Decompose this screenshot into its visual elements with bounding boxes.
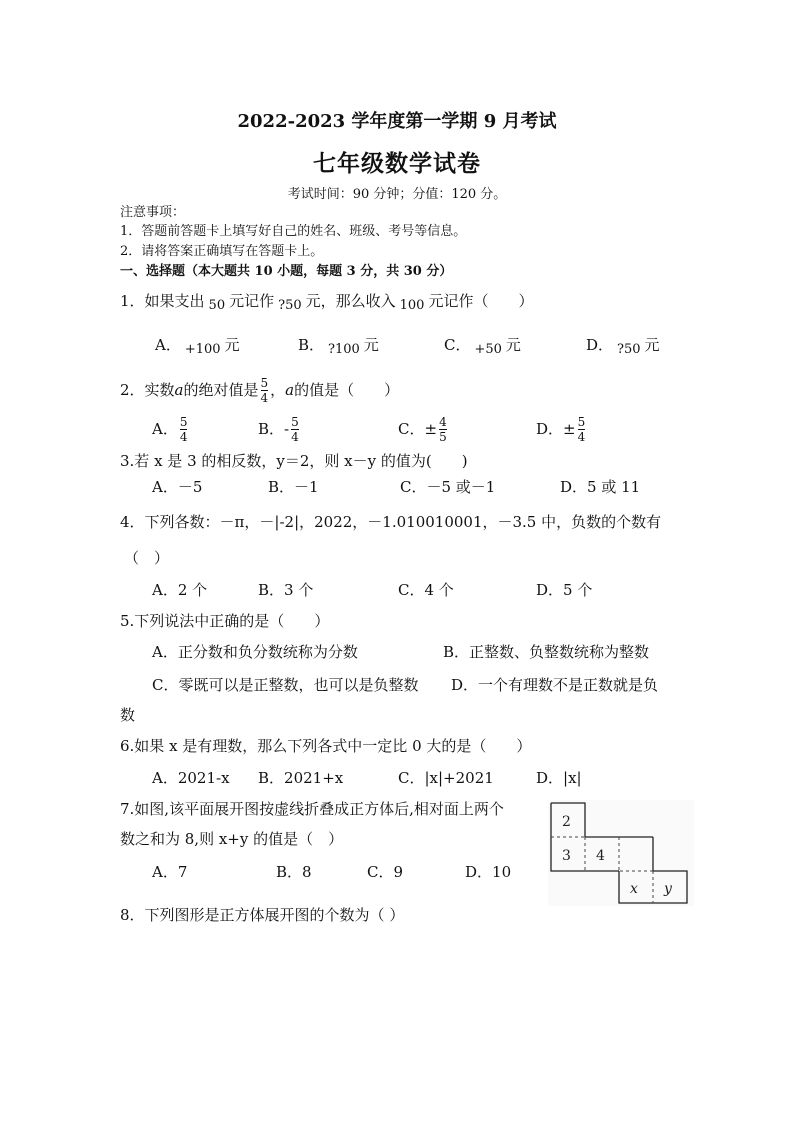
q4-option-b: B．3 个 xyxy=(258,581,314,599)
q3-option-a: A．－5 xyxy=(152,478,203,496)
net-label-3: 3 xyxy=(562,848,571,864)
question-4: 4．下列各数：－π，－|-2|，2022，－1.010010001，－3.5 中，负数的个数有 xyxy=(120,513,662,531)
exam-title: 2022-2023 学年度第一学期 9 月考试 xyxy=(237,111,557,132)
q2-fraction: $\frac{5}{4}$ xyxy=(260,376,269,405)
net-label-4: 4 xyxy=(596,848,605,864)
question-8: 8．下列图形是正方体展开图的个数为（ ） xyxy=(120,906,405,924)
question-5: 5.下列说法中正确的是（ ） xyxy=(120,612,330,630)
q5-option-b: B．正整数、负整数统称为整数 xyxy=(443,643,650,661)
question-1: 1．如果支出 50 元记作 ?50 元，那么收入 100 元记作（ ） xyxy=(120,292,534,313)
q1-option-a: A． +100 元 xyxy=(155,336,240,357)
q5-option-a: A．正分数和负分数统称为分数 xyxy=(152,643,358,661)
exam-info: 考试时间：90 分钟；分值：120 分。 xyxy=(287,187,507,202)
q5-option-c: C．零既可以是正整数，也可以是负整数 xyxy=(152,676,419,694)
q4-option-a: A．2 个 xyxy=(152,581,208,599)
q7-option-c: C．9 xyxy=(367,863,404,881)
question-6: 6.如果 x 是有理数，那么下列各式中一定比 0 大的是（ ） xyxy=(120,737,532,755)
question-7-line-1: 7.如图,该平面展开图按虚线折叠成正方体后,相对面上两个 xyxy=(120,800,504,818)
q7-option-d: D．10 xyxy=(465,863,512,881)
q2-option-d: D．± $\frac{5}{4}$ xyxy=(536,415,586,444)
q7-option-b: B．8 xyxy=(276,863,312,881)
q6-option-a: A．2021-x xyxy=(152,769,230,787)
q6-option-b: B．2021+x xyxy=(258,769,344,787)
question-2: 2．实数a的绝对值是 $\frac{5}{4}$ ，a的值是（ ） xyxy=(120,376,400,405)
note-item-2: 2．请将答案正确填写在答题卡上。 xyxy=(120,244,324,259)
q6-option-c: C．|x|+2021 xyxy=(398,769,494,787)
section-heading: 一、选择题（本大题共 10 小题，每题 3 分，共 30 分） xyxy=(120,264,453,279)
q4-option-c: C．4 个 xyxy=(398,581,454,599)
q3-option-b: B．－1 xyxy=(268,478,319,496)
notes-heading: 注意事项： xyxy=(120,205,186,220)
q1-option-b: B． ?100 元 xyxy=(298,336,379,357)
note-item-1: 1．答题前答题卡上填写好自己的姓名、班级、考号等信息。 xyxy=(120,224,467,239)
q2-option-a: A． $\frac{5}{4}$ xyxy=(152,415,188,444)
q7-option-a: A．7 xyxy=(152,863,188,881)
net-label-y: y xyxy=(664,881,672,897)
q1-option-d: D． ?50 元 xyxy=(586,336,660,357)
cube-net-figure xyxy=(548,800,694,906)
question-7-line-2: 数之和为 8,则 x+y 的值是（ ） xyxy=(120,830,344,848)
q4-option-d: D．5 个 xyxy=(536,581,593,599)
exam-subtitle: 七年级数学试卷 xyxy=(313,150,481,177)
q3-option-d: D．5 或 11 xyxy=(560,478,641,496)
q6-option-d: D．|x| xyxy=(536,769,582,787)
question-4-answer-blank: （ ） xyxy=(124,549,170,567)
net-label-x: x xyxy=(630,881,638,897)
question-3: 3.若 x 是 3 的相反数，y＝2，则 x－y 的值为( ) xyxy=(120,452,468,470)
q5-option-d: D．一个有理数不是正数就是负 xyxy=(451,676,659,694)
q2-option-c: C．± $\frac{4}{5}$ xyxy=(398,415,447,444)
q2-option-b: B．- $\frac{5}{4}$ xyxy=(258,415,299,444)
q1-option-c: C． +50 元 xyxy=(444,336,521,357)
q3-option-c: C．－5 或－1 xyxy=(400,478,496,496)
q5-option-d-cont: 数 xyxy=(120,706,136,724)
net-label-2: 2 xyxy=(562,814,571,830)
